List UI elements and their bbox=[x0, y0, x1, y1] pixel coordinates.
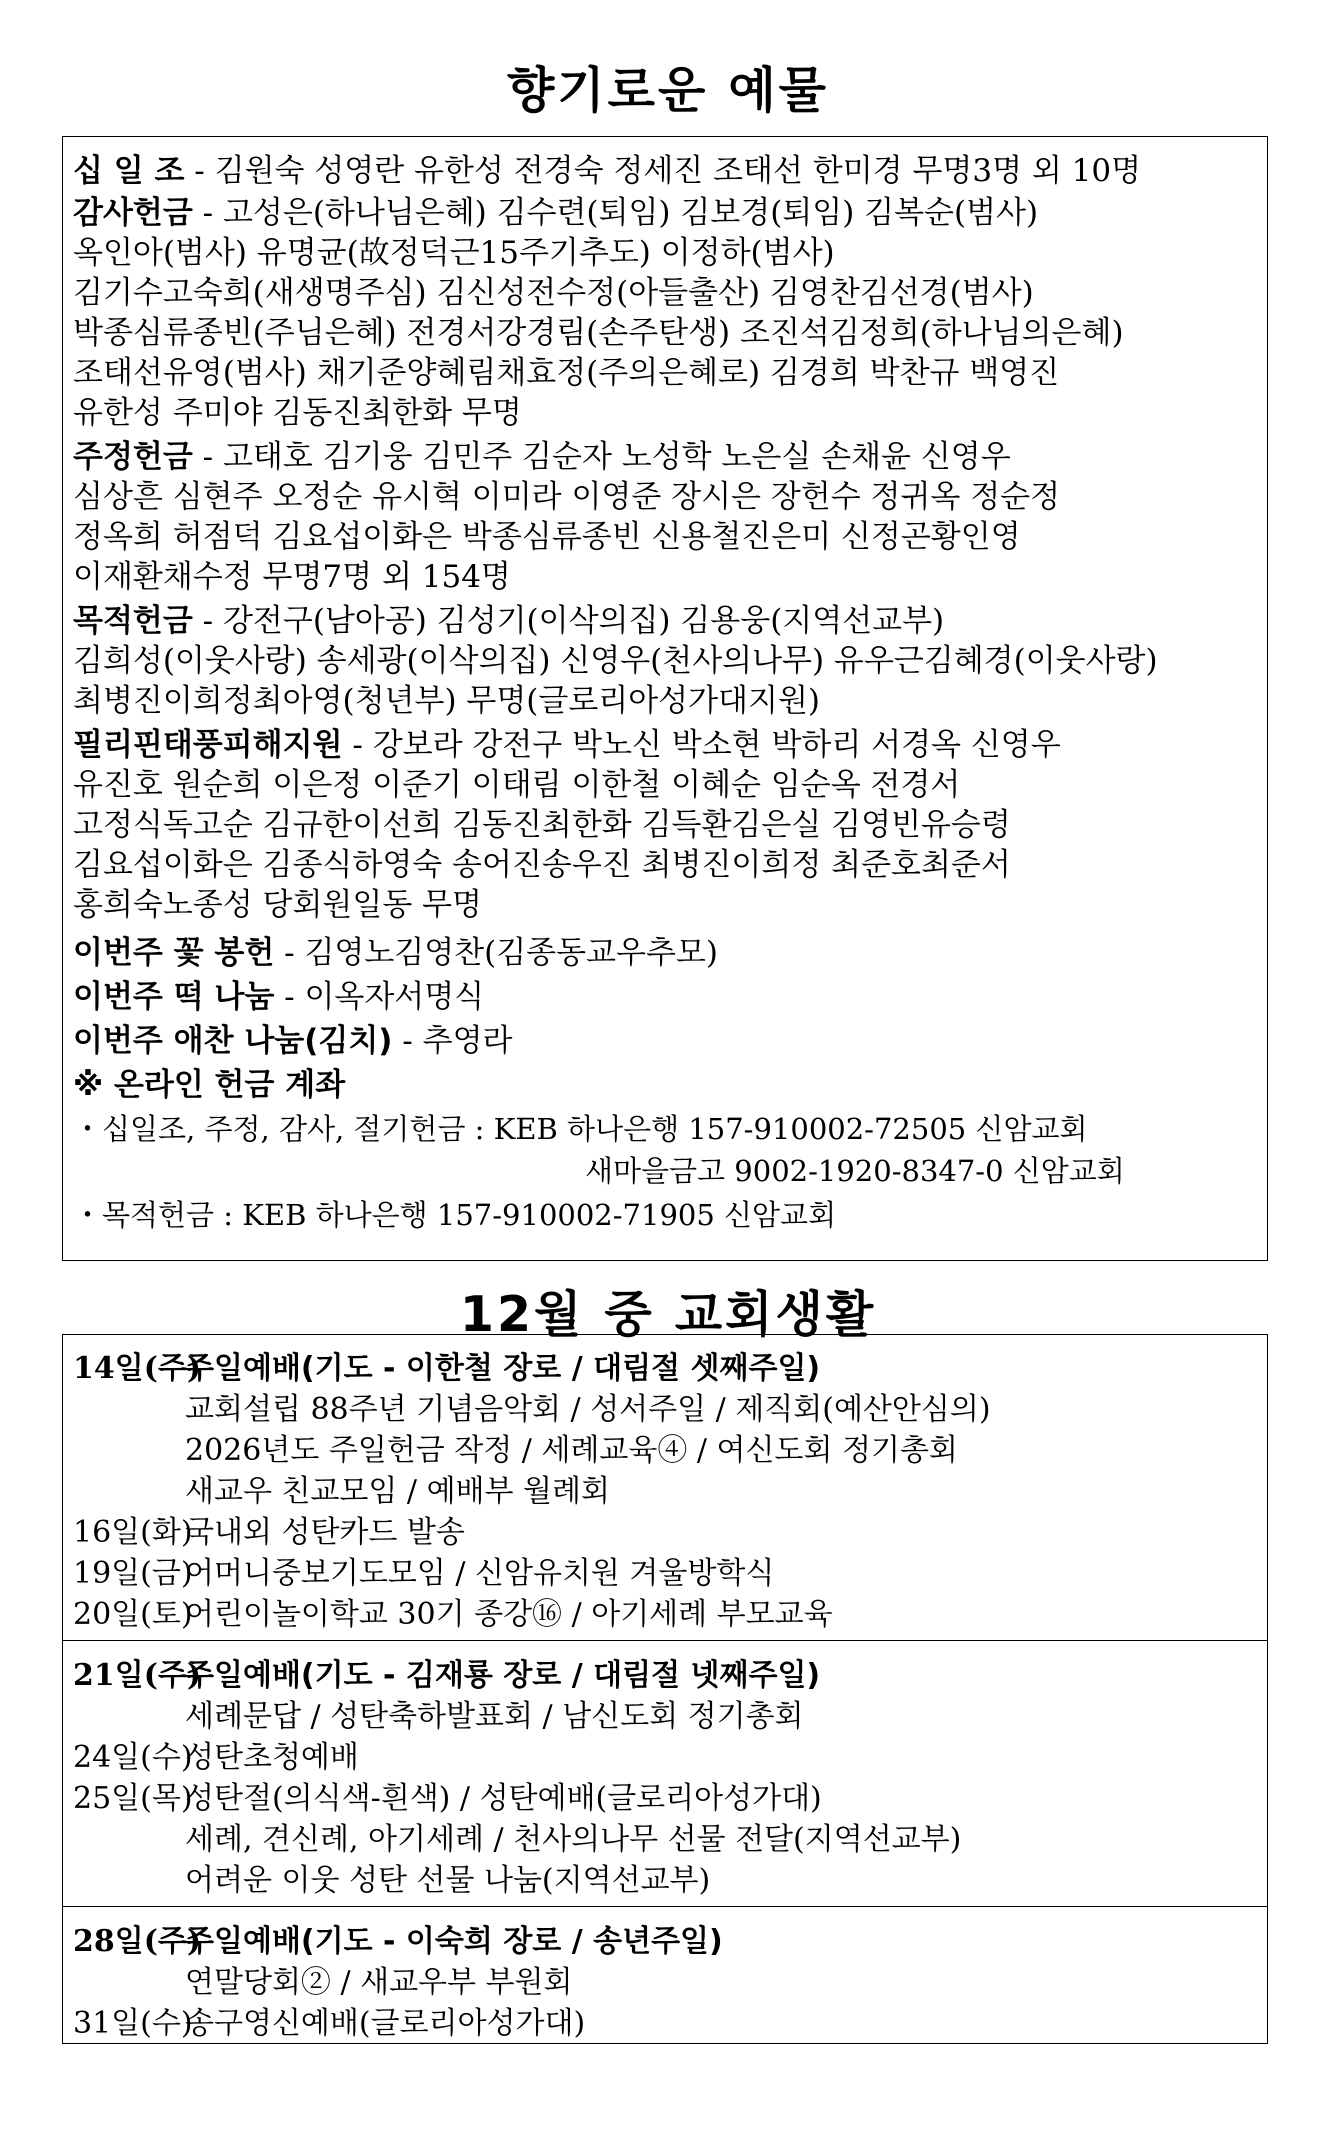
philippines-names-line: 홍희숙노종성 당회원일동 무명 bbox=[73, 887, 483, 923]
philippines-label: 필리핀태풍피해지원 bbox=[73, 727, 343, 763]
offering-title: 향기로운 예물 bbox=[506, 62, 830, 119]
thanks-names-line: 김기수고숙희(새생명주심) 김신성전수정(아들출산) 김영찬김선경(범사) bbox=[73, 275, 1034, 311]
philippines-names-line: 고정식독고순 김규한이선희 김동진최한화 김득환김은실 김영빈유승령 bbox=[73, 807, 1011, 843]
schedule-row bbox=[73, 1963, 1253, 2003]
schedule-event: 송구영신예배(글로리아성가대) bbox=[185, 2006, 586, 2041]
schedule-row bbox=[73, 1472, 1253, 1512]
online-purpose-label: ・목적헌금 : bbox=[73, 1198, 243, 1232]
schedule-date: 25일(목) bbox=[73, 1781, 193, 1816]
schedule-date: 24일(수) bbox=[73, 1740, 193, 1775]
philippines-names: 강보라 강전구 박노신 박소현 박하리 서경옥 신영우 bbox=[372, 727, 1061, 763]
schedule-box bbox=[62, 1334, 1268, 2044]
schedule-row bbox=[73, 1554, 1253, 1594]
sunday-names-line: 심상흔 심현주 오정순 유시혁 이미라 이영준 장시은 장헌수 정귀옥 정순정 bbox=[73, 479, 1061, 515]
sidedish-line: 이번주 애찬 나눔(김치) - 추영라 bbox=[73, 1023, 513, 1059]
online-purpose-account: KEB 하나은행 157-910002-71905 신암교회 bbox=[242, 1198, 837, 1232]
ricecake-label: 이번주 떡 나눔 bbox=[73, 979, 275, 1015]
schedule-row bbox=[73, 1779, 1253, 1819]
thanks-names-line: 옥인아(범사) 유명균(故정덕근15주기추도) 이정하(범사) bbox=[73, 235, 835, 271]
schedule-event: 2026년도 주일헌금 작정 / 세례교육④ / 여신도회 정기총회 bbox=[185, 1433, 958, 1468]
schedule-event: 어려운 이웃 성탄 선물 나눔(지역선교부) bbox=[185, 1863, 711, 1898]
schedule-date: 28일(주) bbox=[73, 1924, 202, 1959]
online-general-line bbox=[73, 1109, 1088, 1149]
thanks-line: 감사헌금 - 고성은(하나님은혜) 김수련(퇴임) 김보경(퇴임) 김복순(범사) bbox=[73, 195, 1039, 231]
schedule-date: 16일(화) bbox=[73, 1515, 193, 1550]
purpose-names: 강전구(남아공) 김성기(이삭의집) 김용웅(지역선교부) bbox=[222, 603, 945, 639]
schedule-row bbox=[73, 1697, 1253, 1737]
schedule-group-divider bbox=[63, 1906, 1267, 1907]
sidedish-label: 이번주 애찬 나눔(김치) bbox=[73, 1023, 393, 1059]
offering-box bbox=[62, 136, 1268, 1261]
schedule-event: 어머니중보기도모임 / 신암유치원 겨울방학식 bbox=[185, 1556, 775, 1591]
schedule-row bbox=[73, 1513, 1253, 1553]
sunday-names-line: 이재환채수정 무명7명 외 154명 bbox=[73, 559, 511, 595]
purpose-line: 목적헌금 - 강전구(남아공) 김성기(이삭의집) 김용웅(지역선교부) bbox=[73, 603, 945, 639]
sunday-names: 고태호 김기웅 김민주 김순자 노성학 노은실 손채윤 신영우 bbox=[222, 439, 1011, 475]
tithe-label: 십 일 조 bbox=[73, 153, 185, 189]
schedule-event: 세례, 견신례, 아기세례 / 천사의나무 선물 전달(지역선교부) bbox=[185, 1822, 962, 1857]
schedule-event: 성탄초청예배 bbox=[185, 1740, 359, 1775]
schedule-row bbox=[73, 1595, 1253, 1635]
purpose-names-line: 최병진이희정최아영(청년부) 무명(글로리아성가대지원) bbox=[73, 683, 820, 719]
schedule-row bbox=[73, 2004, 1253, 2044]
schedule-service-title: 주일예배(기도 - 이숙희 장로 / 송년주일) bbox=[185, 1924, 723, 1959]
schedule-event: 국내외 성탄카드 발송 bbox=[185, 1515, 465, 1550]
online-account-heading: ※ 온라인 헌금 계좌 bbox=[73, 1067, 346, 1103]
schedule-title: 12월 중 교회생활 bbox=[459, 1286, 877, 1343]
schedule-event: 어린이놀이학교 30기 종강⑯ / 아기세례 부모교육 bbox=[185, 1597, 833, 1632]
philippines-names-line: 김요섭이화은 김종식하영숙 송어진송우진 최병진이희정 최준호최준서 bbox=[73, 847, 1011, 883]
flowers-line: 이번주 꽃 봉헌 - 김영노김영찬(김종동교우추모) bbox=[73, 935, 718, 971]
schedule-event: 교회설립 88주년 기념음악회 / 성서주일 / 제직회(예산안심의) bbox=[185, 1392, 991, 1427]
schedule-group-divider bbox=[63, 1640, 1267, 1641]
thanks-names-line: 유한성 주미야 김동진최한화 무명 bbox=[73, 395, 522, 431]
flowers-label: 이번주 꽃 봉헌 bbox=[73, 935, 275, 971]
purpose-names-line: 김희성(이웃사랑) 송세광(이삭의집) 신영우(천사의나무) 유우근김혜경(이웃사랑) bbox=[73, 643, 1158, 679]
thanks-names-line: 조태선유영(범사) 채기준양혜림채효정(주의은혜로) 김경희 박찬규 백영진 bbox=[73, 355, 1060, 391]
sunday-names-line: 정옥희 허점덕 김요섭이화은 박종심류종빈 신용철진은미 신정곤황인영 bbox=[73, 519, 1021, 555]
schedule-date: 19일(금) bbox=[73, 1556, 193, 1591]
online-purpose-line bbox=[73, 1195, 836, 1235]
sunday-line: 주정헌금 - 고태호 김기웅 김민주 김순자 노성학 노은실 손채윤 신영우 bbox=[73, 439, 1011, 475]
online-general-account: KEB 하나은행 157-910002-72505 신암교회 bbox=[493, 1112, 1088, 1146]
schedule-event: 세례문답 / 성탄축하발표회 / 남신도회 정기총회 bbox=[185, 1699, 804, 1734]
ricecake-names: 이옥자서명식 bbox=[304, 979, 485, 1015]
online-general-account-2: 새마을금고 9002-1920-8347-0 신암교회 bbox=[585, 1154, 1125, 1188]
schedule-row bbox=[73, 1431, 1253, 1471]
schedule-date: 20일(토) bbox=[73, 1597, 193, 1632]
schedule-row bbox=[73, 1656, 1253, 1696]
schedule-event: 성탄절(의식색-흰색) / 성탄예배(글로리아성가대) bbox=[185, 1781, 822, 1816]
schedule-service-title: 주일예배(기도 - 김재룡 장로 / 대림절 넷째주일) bbox=[185, 1658, 821, 1693]
schedule-service-title: 주일예배(기도 - 이한철 장로 / 대림절 셋째주일) bbox=[185, 1351, 821, 1386]
thanks-names: 고성은(하나님은혜) 김수련(퇴임) 김보경(퇴임) 김복순(범사) bbox=[222, 195, 1039, 231]
schedule-event: 새교우 친교모임 / 예배부 월례회 bbox=[185, 1474, 610, 1509]
philippines-line: 필리핀태풍피해지원 - 강보라 강전구 박노신 박소현 박하리 서경옥 신영우 bbox=[73, 727, 1061, 763]
thanks-label: 감사헌금 bbox=[73, 195, 193, 231]
schedule-date: 31일(수) bbox=[73, 2006, 193, 2041]
thanks-names-line: 박종심류종빈(주님은혜) 전경서강경림(손주탄생) 조진석김정희(하나님의은혜) bbox=[73, 315, 1124, 351]
sidedish-names: 추영라 bbox=[422, 1023, 513, 1059]
schedule-row bbox=[73, 1390, 1253, 1430]
schedule-date: 14일(주) bbox=[73, 1351, 202, 1386]
philippines-names-line: 유진호 원순희 이은정 이준기 이태림 이한철 이혜순 임순옥 전경서 bbox=[73, 767, 961, 803]
purpose-label: 목적헌금 bbox=[73, 603, 193, 639]
schedule-row bbox=[73, 1922, 1253, 1962]
tithe-names: 김원숙 성영란 유한성 전경숙 정세진 조태선 한미경 무명3명 외 10명 bbox=[214, 153, 1142, 189]
schedule-row bbox=[73, 1861, 1253, 1901]
tithe-line: 십 일 조 - 김원숙 성영란 유한성 전경숙 정세진 조태선 한미경 무명3명 외 10명 bbox=[73, 153, 1142, 189]
schedule-event: 연말당회② / 새교우부 부원회 bbox=[185, 1965, 573, 2000]
schedule-row bbox=[73, 1349, 1253, 1389]
online-general-label: ・십일조, 주정, 감사, 절기헌금 : bbox=[73, 1112, 494, 1146]
sunday-label: 주정헌금 bbox=[73, 439, 193, 475]
ricecake-line: 이번주 떡 나눔 - 이옥자서명식 bbox=[73, 979, 485, 1015]
schedule-date: 21일(주) bbox=[73, 1658, 202, 1693]
schedule-row bbox=[73, 1738, 1253, 1778]
schedule-row bbox=[73, 1820, 1253, 1860]
flowers-names: 김영노김영찬(김종동교우추모) bbox=[304, 935, 718, 971]
